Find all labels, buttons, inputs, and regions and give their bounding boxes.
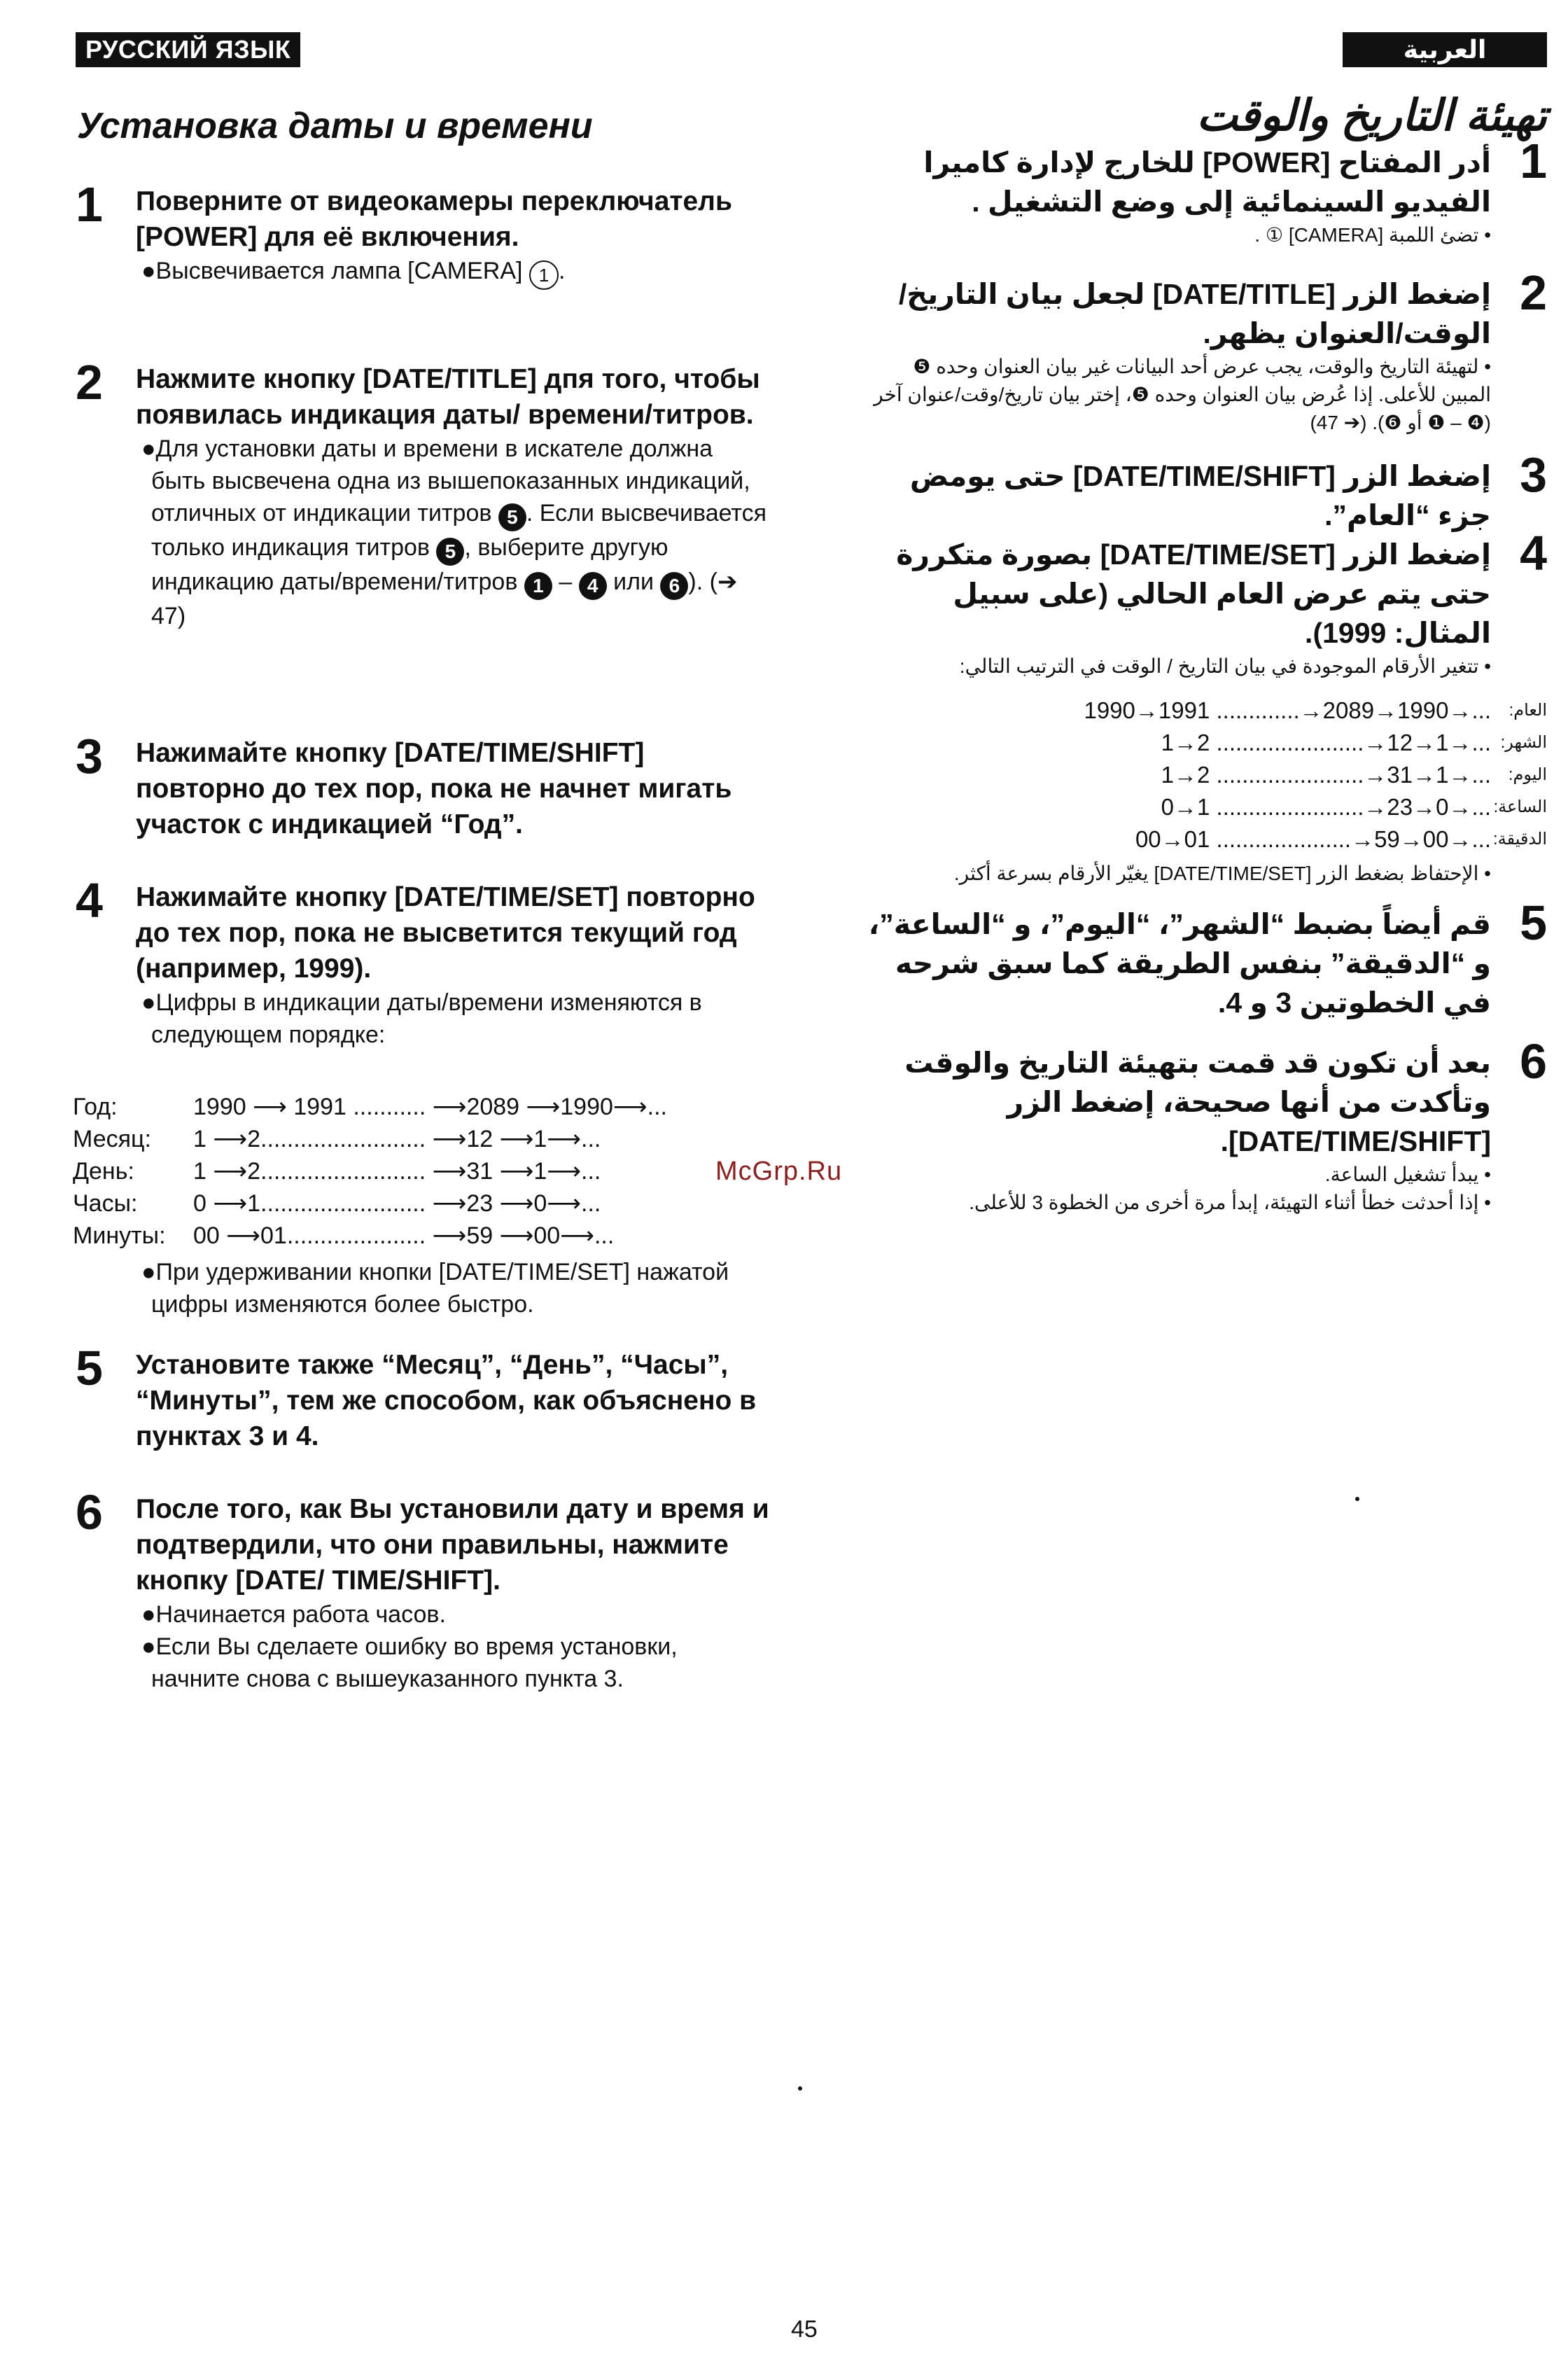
circle-1-icon: 1 <box>529 260 559 290</box>
step-heading: إضغط الزر [DATE/TIME/SET] بصورة متكررة حتى يتم عرض العام الحالي (على سبيل المثال: 1999). <box>896 538 1491 649</box>
step-bullet: • يبدأ تشغيل الساعة. <box>1324 1164 1491 1185</box>
sequence-row <box>868 727 1547 759</box>
sequence-row <box>868 823 1547 856</box>
sequence-value: 1 ⟶2......................... ⟶31 ⟶1⟶... <box>193 1158 601 1185</box>
sequence-label: Месяц: <box>73 1126 151 1152</box>
ar-step-4-note <box>868 860 1547 888</box>
sequence-label: Часы: <box>73 1190 138 1217</box>
page-number: 45 <box>791 2316 818 2343</box>
sequence-label: Минуты: <box>73 1222 166 1249</box>
sequence-label: День: <box>73 1158 134 1185</box>
step-number: 5 <box>1520 895 1547 950</box>
step-number: 6 <box>76 1485 103 1540</box>
ar-step-4 <box>868 526 1547 681</box>
step-number: 3 <box>76 729 103 783</box>
page-title-ru: Установка даты и времени <box>77 106 593 146</box>
sequence-label: العام: <box>1508 701 1547 720</box>
sequence-label: اليوم: <box>1508 765 1547 784</box>
sequence-value: 1990→1991 .............→2089→1990→... <box>1084 697 1491 723</box>
ru-sequence-table <box>73 1091 667 1252</box>
circle-5-icon: 5 <box>436 538 464 566</box>
sequence-label: Год: <box>73 1094 118 1120</box>
bullet-text: . Если высвечивается только индикация титров <box>151 500 766 561</box>
sequence-value: 1→2 .......................→12→1→... <box>1161 730 1491 755</box>
sequence-row <box>73 1220 667 1252</box>
sequence-label: الدقيقة: <box>1493 830 1547 849</box>
language-tab-arabic: العربية <box>1343 32 1547 67</box>
bullet-text: ●Для установки даты и времени в искателе должна быть высвечена одна из вышепоказанных индикаций, отличных от индикации титров <box>141 435 750 526</box>
sequence-value: 00→01 .....................→59→00→... <box>1135 826 1491 852</box>
language-tab-russian: РУССКИЙ ЯЗЫК <box>76 32 300 67</box>
step-bullet: • تضئ اللمبة [CAMERA] ① . <box>1254 224 1491 246</box>
sequence-row <box>73 1091 667 1123</box>
circle-1-icon: 1 <box>524 572 552 600</box>
step-number: 1 <box>1520 134 1547 188</box>
step-heading: Нажимайте кнопку [DATE/TIME/SET] повторно до тех пор, пока не высветится текущий год (например, 1999). <box>136 882 755 984</box>
step-heading: إضغط الزر [DATE/TIME/SHIFT] حتى يومض جزء “العام”. <box>909 460 1491 531</box>
ru-step-4 <box>70 873 770 1051</box>
step-bullet: ●Начинается работа часов. <box>141 1601 446 1628</box>
ru-step-6 <box>70 1485 770 1695</box>
sequence-row <box>73 1155 667 1187</box>
speck <box>798 2086 802 2091</box>
bullet-text: , выберите другую индикацию даты/времени/титров <box>151 534 668 595</box>
sequence-value: 0 ⟶1......................... ⟶23 ⟶0⟶... <box>193 1190 601 1217</box>
step-heading: إضغط الزر [DATE/TITLE] لجعل بيان التاريخ/ الوقت/العنوان يظهر. <box>898 278 1491 349</box>
sequence-label: الشهر: <box>1500 733 1547 752</box>
step-heading: Нажмите кнопку [DATE/TITLE] дпя того, чтобы появилась индикация даты/ времени/титров. <box>136 364 760 430</box>
step-bullet: • لتهيئة التاريخ والوقت، يجب عرض أحد البيانات غير بيان العنوان وحده ❺ المبين للأعلى. إذا عُرض بيان العنوان وحده ❺، إختر بيان تاريخ/وقت/عنوان آخر (❹ – ❶ أو ❻). (➔ 47) <box>874 356 1491 433</box>
step-heading: Поверните от видеокамеры переключатель [POWER] для её включения. <box>136 186 732 252</box>
step-heading: Нажимайте кнопку [DATE/TIME/SHIFT] повторно до тех пор, пока не начнет мигать участок с индикацией “Год”. <box>136 738 732 839</box>
ru-step-2 <box>70 355 770 632</box>
step-number: 2 <box>76 355 103 410</box>
step-number: 5 <box>76 1341 103 1395</box>
circle-4-icon: 4 <box>579 572 607 600</box>
sequence-row <box>868 759 1547 791</box>
speck <box>1355 1497 1359 1501</box>
ar-step-3 <box>868 447 1547 535</box>
ar-step-5 <box>868 895 1547 1022</box>
step-heading: قم أيضاً بضبط “الشهر”، “اليوم”، و “الساعة”، و “الدقيقة” بنفس الطريقة كما سبق شرحه في الخطوتين 3 و 4. <box>868 908 1491 1019</box>
step-bullet: ●Цифры в индикации даты/времени изменяются в следующем порядке: <box>141 989 702 1048</box>
sequence-value: 1→2 .......................→31→1→... <box>1161 762 1491 788</box>
ar-step-2 <box>868 265 1547 437</box>
sequence-value: 0→1 .......................→23→0→... <box>1161 794 1491 820</box>
sequence-value: 1 ⟶2......................... ⟶12 ⟶1⟶... <box>193 1126 601 1152</box>
sequence-label: الساعة: <box>1493 797 1547 816</box>
step-bullet: • إذا أحدثت خطأ أثناء التهيئة، إبدأ مرة أخرى من الخطوة 3 للأعلى. <box>969 1192 1491 1213</box>
bullet-text: – <box>559 568 573 595</box>
sequence-value: 00 ⟶01..................... ⟶59 ⟶00⟶... <box>193 1222 615 1249</box>
ru-step-1 <box>70 177 770 290</box>
ru-step-4-note <box>70 1256 770 1320</box>
step-number: 2 <box>1520 265 1547 320</box>
bullet-text: ). (➔ 47) <box>151 568 738 629</box>
page-title-ar: تهيئة التاريخ والوقت <box>1196 92 1547 140</box>
sequence-row <box>73 1123 667 1155</box>
step-heading: بعد أن تكون قد قمت بتهيئة التاريخ والوقت وتأكدت من أنها صحيحة، إضغط الزر [DATE/TIME/SHIFT]. <box>904 1047 1491 1157</box>
step-bullet: ●Если Вы сделаете ошибку во время установки, начните снова с вышеуказанного пункта 3. <box>141 1633 678 1692</box>
sequence-row <box>868 695 1547 727</box>
bullet-text: или <box>613 568 654 595</box>
step-bullet <box>141 433 770 632</box>
circle-5-icon: 5 <box>498 503 526 531</box>
step-heading: После того, как Вы установили дату и время и подтвердили, что они правильны, нажмите кнопку [DATE/ TIME/SHIFT]. <box>136 1494 769 1596</box>
sequence-value: 1990 ⟶ 1991 ........... ⟶2089 ⟶1990⟶... <box>193 1094 667 1120</box>
circle-6-icon: 6 <box>660 572 688 600</box>
step-number: 6 <box>1520 1034 1547 1089</box>
ru-step-5 <box>70 1341 770 1454</box>
step-heading: Установите также “Месяц”, “День”, “Часы”, “Минуты”, тем же способом, как объяснено в пунктах 3 и 4. <box>136 1350 757 1451</box>
step-bullet: ●Высвечивается лампа [CAMERA] 1 . <box>141 255 770 290</box>
step-bullet: • الإحتفاظ بضغط الزر [DATE/TIME/SET] يغيّر الأرقام بسرعة أكثر. <box>953 863 1491 884</box>
sequence-row <box>868 791 1547 823</box>
watermark: McGrp.Ru <box>715 1157 843 1186</box>
step-bullet: • تتغير الأرقام الموجودة في بيان التاريخ / الوقت في الترتيب التالي: <box>959 655 1491 677</box>
ru-step-3 <box>70 729 770 842</box>
sequence-row <box>73 1187 667 1220</box>
ar-step-6 <box>868 1034 1547 1217</box>
step-number: 1 <box>76 177 103 232</box>
step-heading: أدر المفتاح [POWER] للخارج لإدارة كاميرا الفيديو السينمائية إلى وضع التشغيل . <box>923 146 1491 218</box>
step-number: 4 <box>76 873 103 928</box>
step-number: 4 <box>1520 526 1547 580</box>
ar-sequence-table <box>868 695 1547 856</box>
step-number: 3 <box>1520 447 1547 502</box>
ar-step-1 <box>868 134 1547 249</box>
step-bullet: ●При удерживании кнопки [DATE/TIME/SET] нажатой цифры изменяются более быстро. <box>141 1259 729 1318</box>
bullet-text: ●Высвечивается лампа [CAMERA] <box>141 258 523 284</box>
